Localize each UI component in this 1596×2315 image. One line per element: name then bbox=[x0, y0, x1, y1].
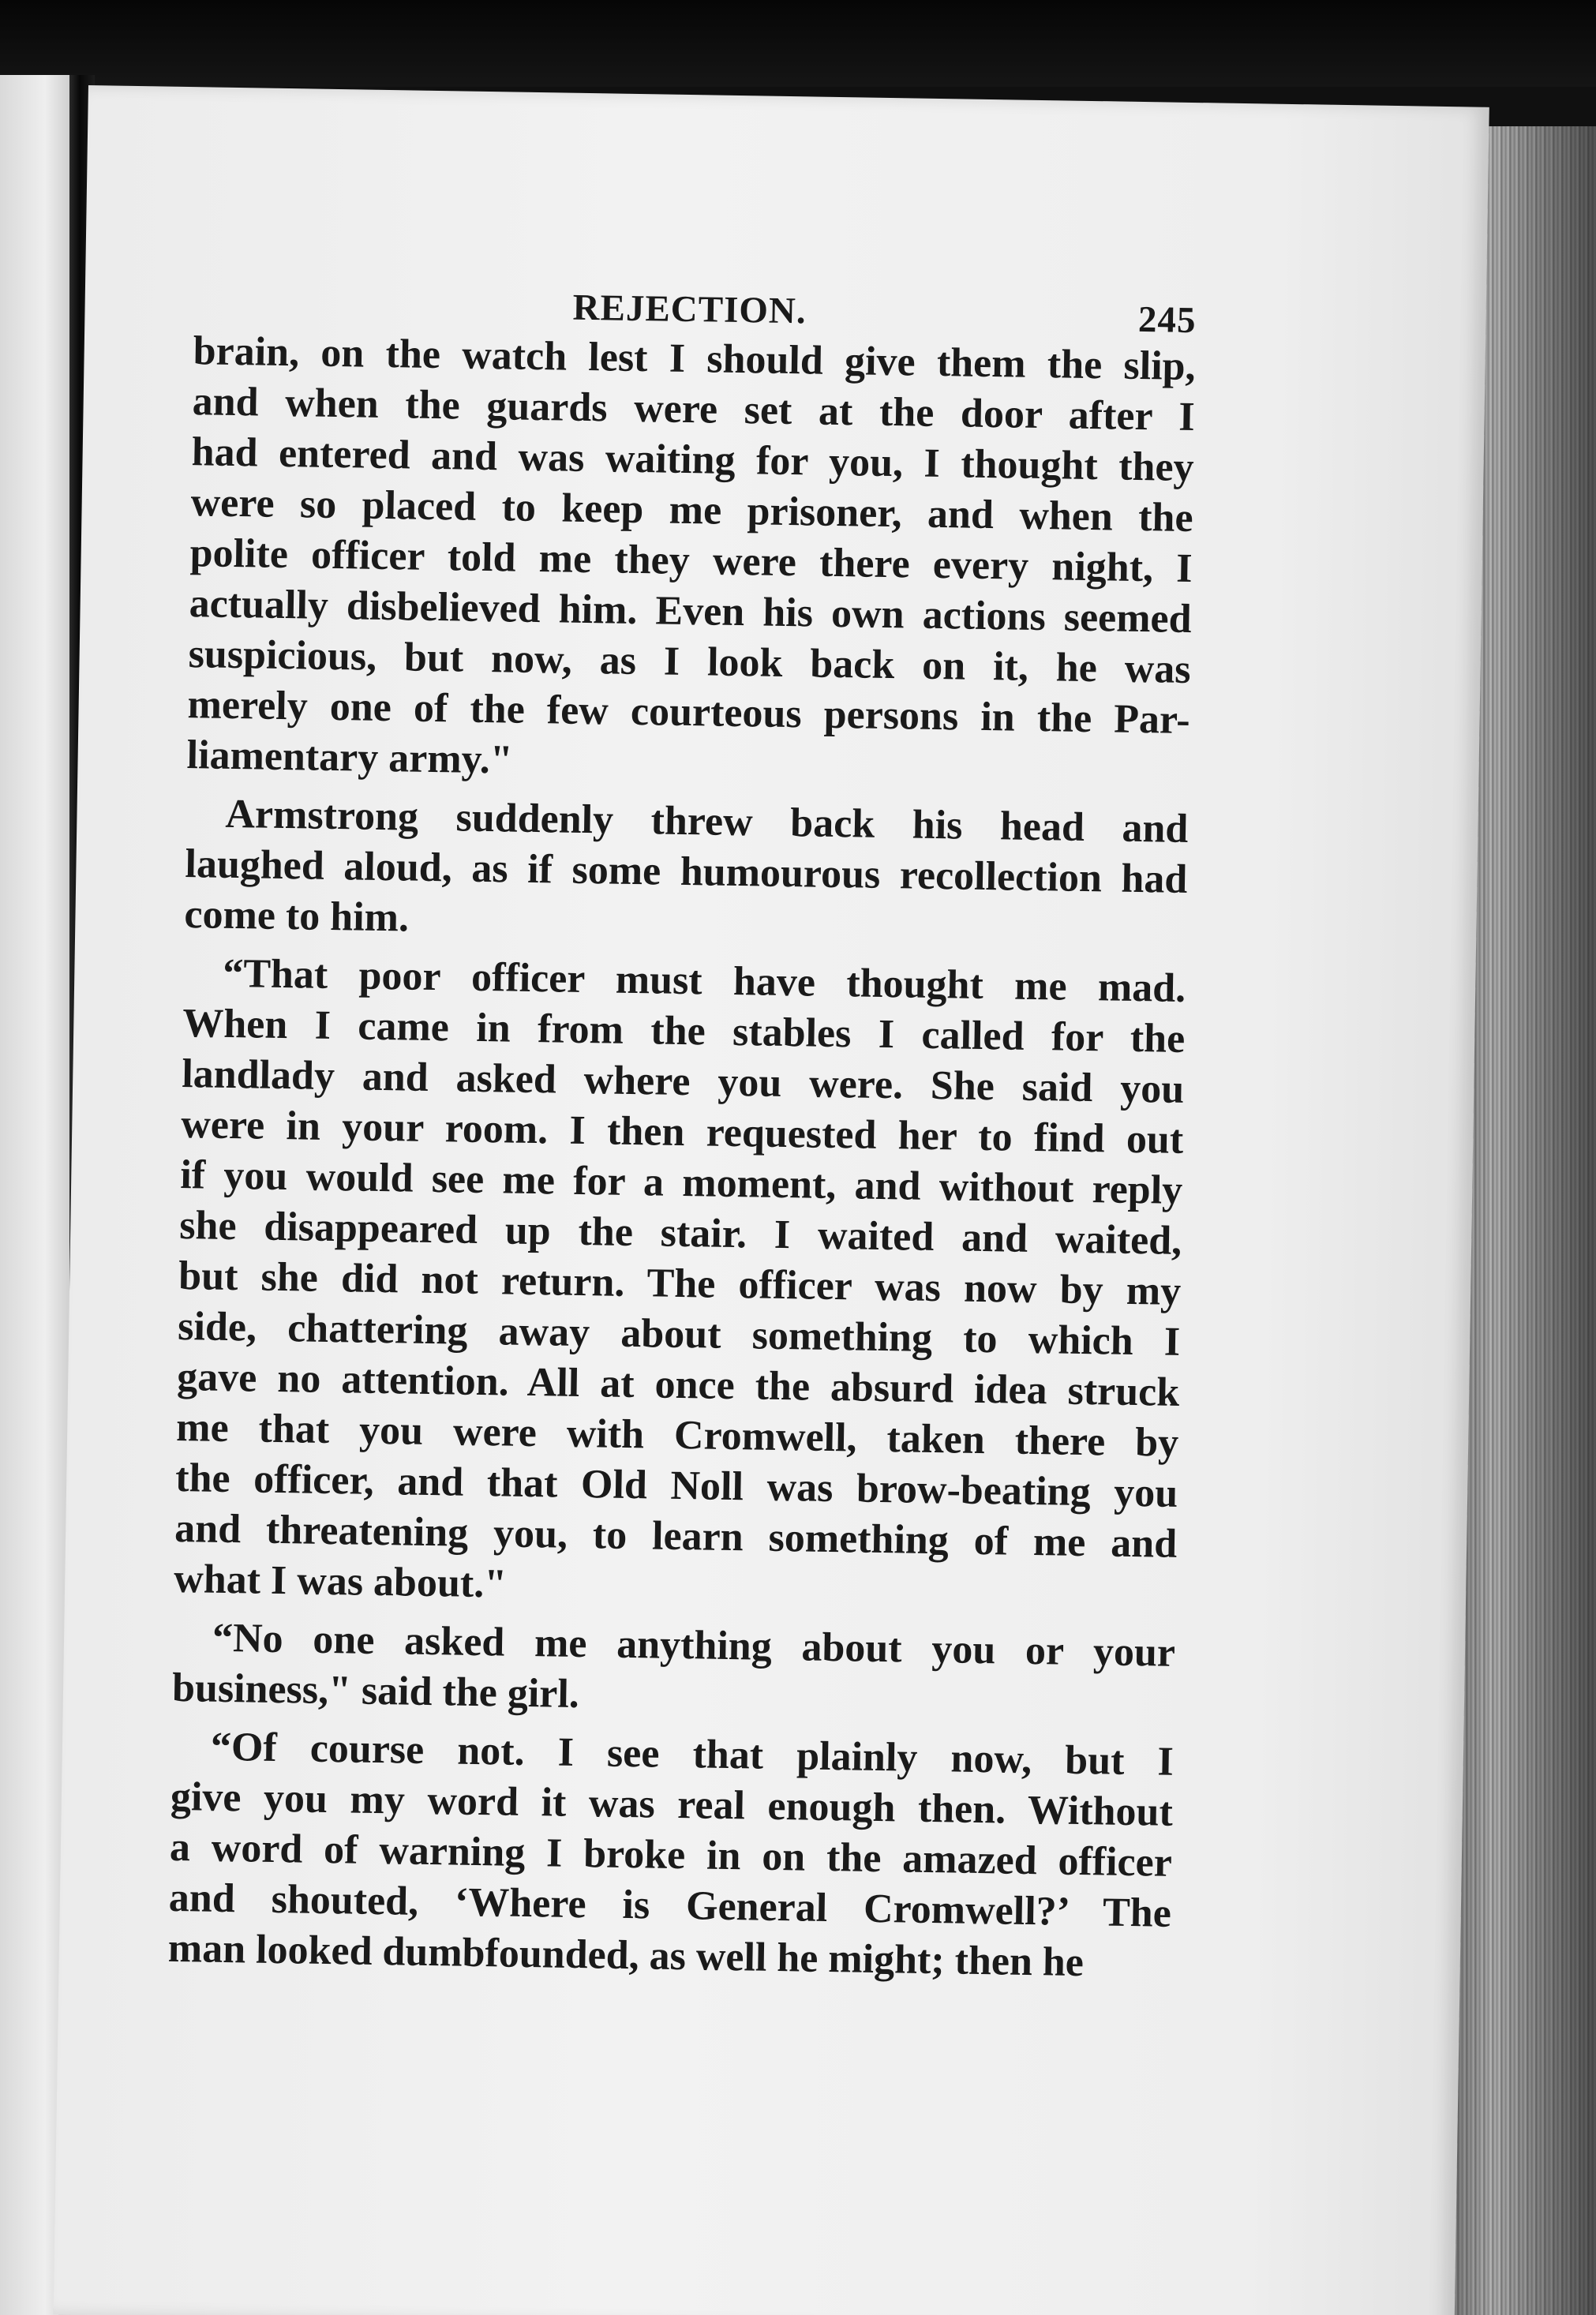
text-line: “Of course not. I see that plainly now, but I bbox=[210, 1724, 1175, 1785]
text-line: business," said the girl. bbox=[171, 1665, 580, 1718]
text-line: laughed aloud, as if some humourous recollection had bbox=[185, 841, 1188, 902]
text-line: side, chattering away about something to which I bbox=[177, 1303, 1181, 1365]
text-line: she disappeared up the stair. I waited and waited, bbox=[178, 1202, 1182, 1264]
scan-background bbox=[0, 0, 1596, 87]
text-line: man looked dumbfounded, as well he might; then he bbox=[167, 1925, 1085, 1986]
text-line: suspicious, but now, as I look back on it, he was bbox=[188, 631, 1191, 693]
text-line: Armstrong suddenly threw back his head and bbox=[225, 791, 1189, 852]
text-line: landlady and asked where you were. She said you bbox=[181, 1051, 1185, 1112]
running-head-title: REJECTION. bbox=[572, 287, 807, 332]
page-number: 245 bbox=[1137, 298, 1197, 342]
text-line: were so placed to keep me prisoner, and when the bbox=[190, 480, 1194, 541]
text-line: merely one of the few courteous persons in the Par- bbox=[187, 682, 1190, 744]
text-line: and when the guards were set at the door after I bbox=[192, 379, 1196, 440]
paragraph bbox=[167, 1721, 1174, 1990]
text-line: liamentary army." bbox=[186, 732, 514, 783]
text-line: give you my word it was real enough then. Without bbox=[170, 1774, 1174, 1835]
body-text bbox=[167, 326, 1196, 1990]
text-line: a word of warning I broke in on the amazed officer bbox=[169, 1824, 1173, 1886]
paragraph bbox=[184, 789, 1189, 956]
book-page bbox=[54, 85, 1489, 2315]
text-line: actually disbelieved him. Even his own actions seemed bbox=[189, 581, 1192, 642]
text-line: but she did not return. The officer was now by my bbox=[178, 1253, 1182, 1314]
text-line: polite officer told me they were there every night, I bbox=[189, 530, 1193, 592]
text-line: come to him. bbox=[184, 892, 410, 941]
text-line: if you would see me for a moment, and without reply bbox=[179, 1152, 1183, 1213]
text-line: brain, on the watch lest I should give them the slip, bbox=[193, 328, 1197, 390]
text-block bbox=[167, 280, 1197, 1998]
text-line: were in your room. I then requested her to find out bbox=[180, 1102, 1184, 1163]
text-line: “That poor officer must have thought me mad. bbox=[222, 950, 1186, 1011]
text-line: had entered and was waiting for you, I thought they bbox=[191, 429, 1195, 491]
paragraph bbox=[186, 326, 1196, 796]
paragraph bbox=[172, 1613, 1176, 1729]
text-line: “No one asked me anything about you or your bbox=[212, 1615, 1176, 1676]
text-line: the officer, and that Old Noll was brow-beating you bbox=[174, 1455, 1178, 1516]
text-line: When I came in from the stables I called for the bbox=[182, 1001, 1186, 1062]
text-line: me that you were with Cromwell, taken there by bbox=[175, 1404, 1179, 1466]
paragraph bbox=[174, 948, 1186, 1620]
text-line: and shouted, ‘Where is General Cromwell?’ The bbox=[168, 1875, 1172, 1936]
text-line: gave no attention. All at once the absurd idea struck bbox=[176, 1354, 1180, 1415]
text-line: and threatening you, to learn something of me and bbox=[174, 1505, 1178, 1567]
text-line: what I was about." bbox=[173, 1556, 508, 1607]
